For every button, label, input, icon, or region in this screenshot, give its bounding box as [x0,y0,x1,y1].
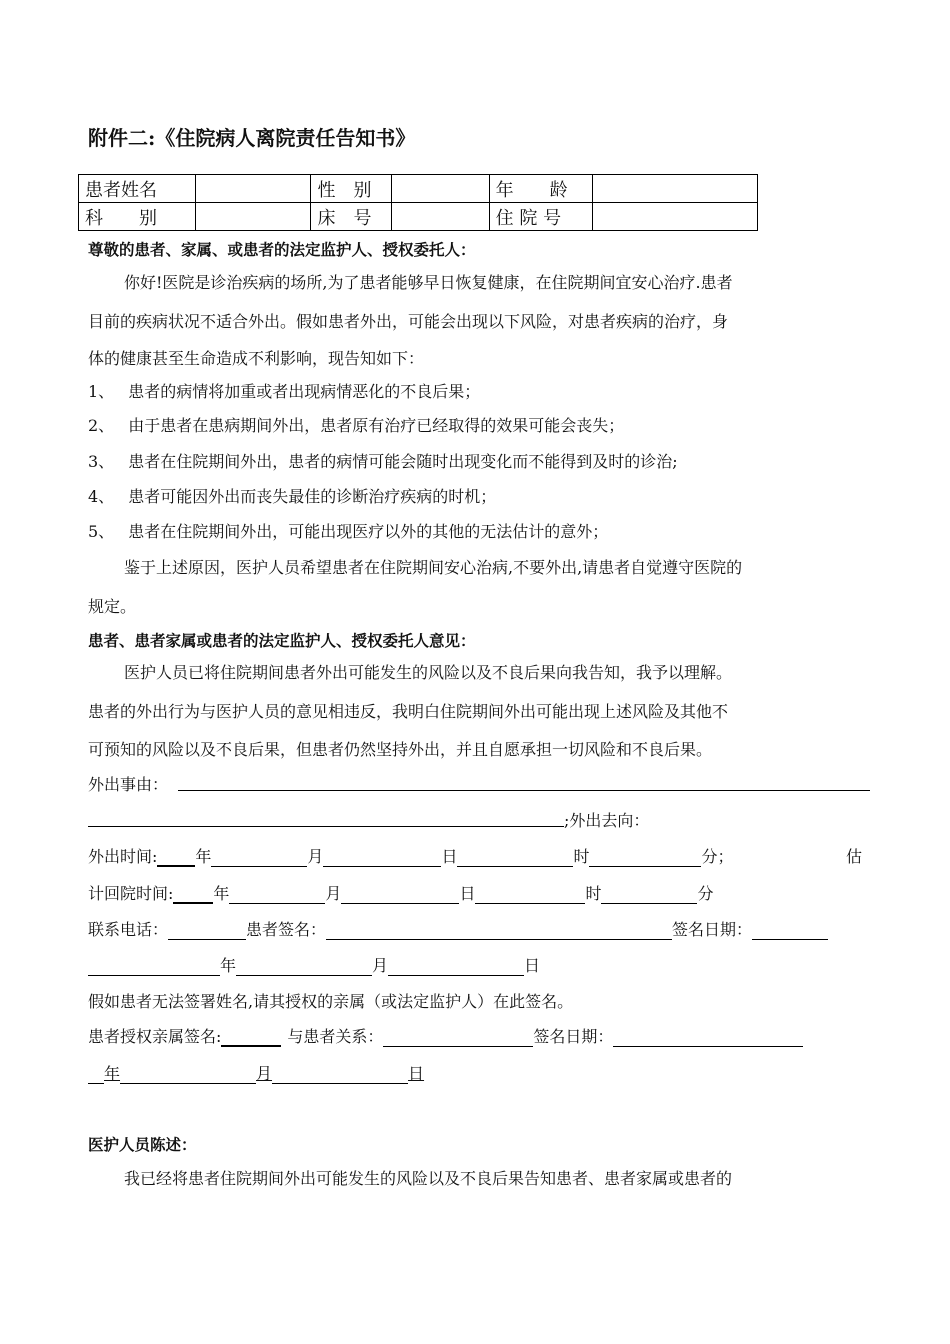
return-year-input[interactable] [173,884,213,904]
name-value-cell[interactable] [195,175,311,203]
month-label: 月 [307,847,324,866]
intro-line-1: 你好!医院是诊治疾病的场所,为了患者能够早日恢复健康，在住院期间宜安心治疗.患者 [124,273,733,292]
return-time-label: 计回院时间: [88,884,174,903]
gender-label: 性 别 [311,175,392,203]
phone-label: 联系电话： [88,920,169,939]
risk-number: 1、 [88,382,115,401]
return-month-input[interactable] [229,885,325,904]
salutation: 尊敬的患者、家属、或患者的法定监护人、授权委托人： [88,240,476,259]
out-month-input[interactable] [211,848,307,867]
conclusion-line-1: 鉴于上述原因，医护人员希望患者在住院期间安心治病,不要外出,请患者自觉遵守医院的 [124,558,743,577]
opinion-line-2: 患者的外出行为与医护人员的意见相违反，我明白住院期间外出可能出现上述风险及其他不 [88,702,729,721]
dept-label: 科 别 [79,203,196,231]
risk-text: 患者的病情将加重或者出现病情恶化的不良后果； [128,382,481,401]
reason-input-line[interactable] [178,790,870,791]
return-time-row [88,881,713,904]
bed-label: 床 号 [311,203,392,231]
sign-day-input[interactable] [388,957,524,976]
proxy-sign-input[interactable] [221,1027,281,1047]
age-value-cell[interactable] [593,175,758,203]
risk-number: 4、 [88,487,115,506]
sign-year-input[interactable] [88,957,220,976]
name-label: 患者姓名 [79,175,196,203]
out-minute-input[interactable] [589,848,701,867]
year-label: 年 [220,956,237,975]
risk-text: 患者在住院期间外出，患者的病情可能会随时出现变化而不能得到及时的诊治; [128,452,678,471]
risk-item-4 [88,484,496,507]
proxy-day-input[interactable] [272,1065,408,1084]
out-time-row [88,844,733,867]
patient-info-table [78,174,758,231]
reason-input-line-2[interactable] [88,826,564,827]
dept-value-cell[interactable] [195,203,311,231]
proxy-date-row [88,1061,424,1084]
sign-date-input[interactable] [752,921,828,940]
opinion-heading: 患者、患者家属或患者的法定监护人、授权委托人意见： [88,631,476,650]
risk-item-5 [88,519,608,542]
out-year-input[interactable] [157,847,195,867]
intro-line-2: 目前的疾病状况不适合外出。假如患者外出，可能会出现以下风险，对患者疾病的治疗，身 [88,312,729,331]
proxy-month-input[interactable] [120,1065,256,1084]
hour-label: 时 [573,847,590,866]
sign-date-label: 签名日期： [672,920,753,939]
risk-text: 由于患者在患病期间外出，患者原有治疗已经取得的效果可能会丧失； [128,416,625,435]
risk-item-1 [88,379,480,402]
month-label: 月 [256,1064,273,1083]
risk-number: 5、 [88,522,115,541]
proxy-row [88,1024,803,1047]
minute-label: 分； [701,847,734,866]
relation-label: 与患者关系： [287,1027,384,1046]
month-label: 月 [372,956,389,975]
out-hour-input[interactable] [457,848,573,867]
return-minute-input[interactable] [601,885,697,904]
sign-month-input[interactable] [236,957,372,976]
document-title: 附件二:《住院病人离院责任告知书》 [88,126,416,150]
month-label: 月 [325,884,342,903]
risk-number: 3、 [88,452,115,471]
patient-sign-input[interactable] [326,921,672,940]
year-label: 年 [195,847,212,866]
risk-item-3 [88,449,678,472]
return-hour-input[interactable] [475,885,585,904]
phone-input[interactable] [168,921,246,940]
risk-text: 患者可能因外出而丧失最佳的诊断治疗疾病的时机； [128,487,497,506]
gender-value-cell[interactable] [392,175,489,203]
opinion-line-3: 可预知的风险以及不良后果，但患者仍然坚持外出，并且自愿承担一切风险和不良后果。 [88,740,713,759]
risk-item-2 [88,413,624,436]
day-label: 日 [408,1064,425,1083]
year-label: 年 [213,884,230,903]
admission-label: 住 院 号 [489,203,592,231]
year-label: 年 [104,1064,121,1083]
bed-value-cell[interactable] [392,203,489,231]
day-label: 日 [441,847,458,866]
patient-sign-label: 患者签名： [246,920,327,939]
age-label: 年 龄 [489,175,592,203]
signature-row [88,917,828,940]
out-time-label: 外出时间: [88,847,158,866]
proxy-date-label: 签名日期： [533,1027,614,1046]
table-row [79,175,758,203]
day-label: 日 [459,884,476,903]
proxy-date-input[interactable] [613,1028,803,1047]
intro-line-3: 体的健康甚至生命造成不利影响，现告知如下： [88,349,425,368]
conclusion-line-2: 规定。 [88,597,137,616]
table-row [79,203,758,231]
admission-value-cell[interactable] [593,203,758,231]
return-day-input[interactable] [341,885,459,904]
relation-input[interactable] [383,1028,533,1047]
minute-label: 分 [697,884,714,903]
staff-heading: 医护人员陈述： [88,1135,197,1154]
sign-date-row [88,953,540,976]
out-day-input[interactable] [323,848,441,867]
opinion-line-1: 医护人员已将住院期间患者外出可能发生的风险以及不良后果向我告知，我予以理解。 [124,663,733,682]
hour-label: 时 [585,884,602,903]
proxy-sign-label: 患者授权亲属签名: [88,1027,222,1046]
destination-label: ;外出去向： [564,811,650,830]
proxy-year-input[interactable] [88,1065,104,1084]
staff-statement: 我已经将患者住院期间外出可能发生的风险以及不良后果告知患者、患者家属或患者的 [124,1169,733,1188]
risk-number: 2、 [88,416,115,435]
day-label: 日 [524,956,541,975]
estimate-label: 估 [846,847,863,866]
reason-label: 外出事由： [88,775,169,794]
proxy-note: 假如患者无法签署姓名,请其授权的亲属（或法定监护人）在此签名。 [88,992,574,1011]
risk-text: 患者在住院期间外出，可能出现医疗以外的其他的无法估计的意外； [128,522,609,541]
